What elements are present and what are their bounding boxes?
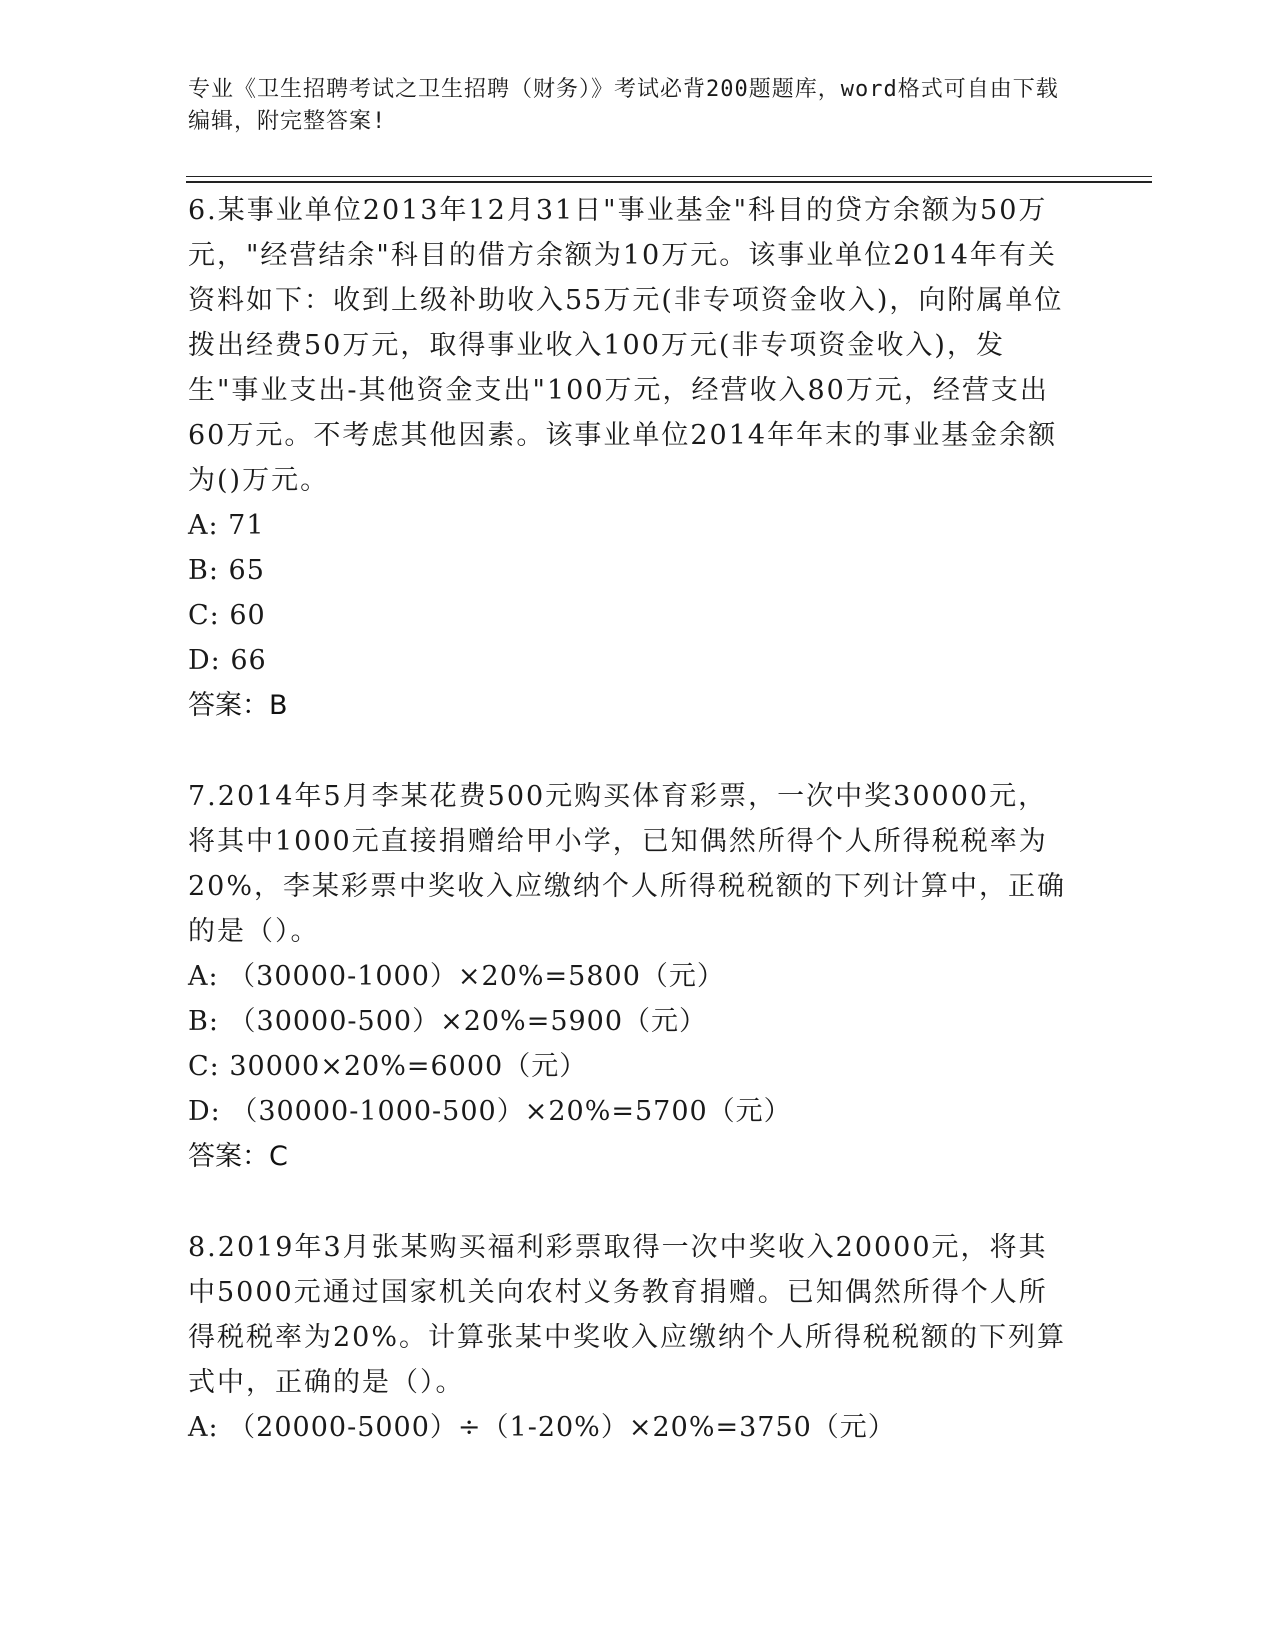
header-divider-thick [186, 181, 1152, 183]
option-a: A: （20000-5000）÷（1-20%）×20%=3750（元） [188, 1412, 896, 1443]
option-a: A: 71 [188, 510, 265, 541]
option-d: D: （30000-1000-500）×20%=5700（元） [188, 1096, 792, 1127]
option-d: D: 66 [188, 645, 267, 676]
question-list [188, 188, 1068, 1450]
option-a: A: （30000-1000）×20%=5800（元） [188, 961, 725, 992]
question-spacer [188, 1179, 1068, 1225]
option-c: C: 30000×20%=6000（元） [188, 1051, 588, 1082]
option-b: B: 65 [188, 555, 265, 586]
option-c: C: 60 [188, 600, 266, 631]
answer-line: 答案：B [188, 690, 288, 721]
document-header: 专业《卫生招聘考试之卫生招聘（财务）》考试必背200题题库，word格式可自由下载编辑，附完整答案! [188, 77, 1059, 134]
question-stem: 8.2019年3月张某购买福利彩票取得一次中奖收入20000元，将其中5000元通过国家机关向农村义务教育捐赠。已知偶然所得个人所得税税率为20%。计算张某中奖收入应缴纳个人所得税税额的下列算式中，正确的是（）。 [188, 1232, 1067, 1398]
question-spacer [188, 728, 1068, 774]
option-b: B: （30000-500）×20%=5900（元） [188, 1006, 708, 1037]
header-divider-thin [186, 176, 1152, 177]
question-6 [188, 188, 1068, 728]
question-stem: 7.2014年5月李某花费500元购买体育彩票，一次中奖30000元，将其中1000元直接捐赠给甲小学，已知偶然所得个人所得税税率为20%，李某彩票中奖收入应缴纳个人所得税税额的下列计算中，正确的是（）。 [188, 781, 1067, 947]
question-stem: 6.某事业单位2013年12月31日"事业基金"科目的贷方余额为50万元，"经营结余"科目的借方余额为10万元。该事业单位2014年有关资料如下：收到上级补助收入55万元(非专项资金收入)，向附属单位拨出经费50万元，取得事业收入100万元(非专项资金收入)，发生"事业支出-其他资金支出"100万元，经营收入80万元，经营支出60万元。不考虑其他因素。该事业单位2014年年末的事业基金余额为()万元。 [188, 195, 1064, 496]
question-8 [188, 1225, 1068, 1450]
answer-line: 答案：C [188, 1141, 288, 1172]
question-7 [188, 774, 1068, 1179]
